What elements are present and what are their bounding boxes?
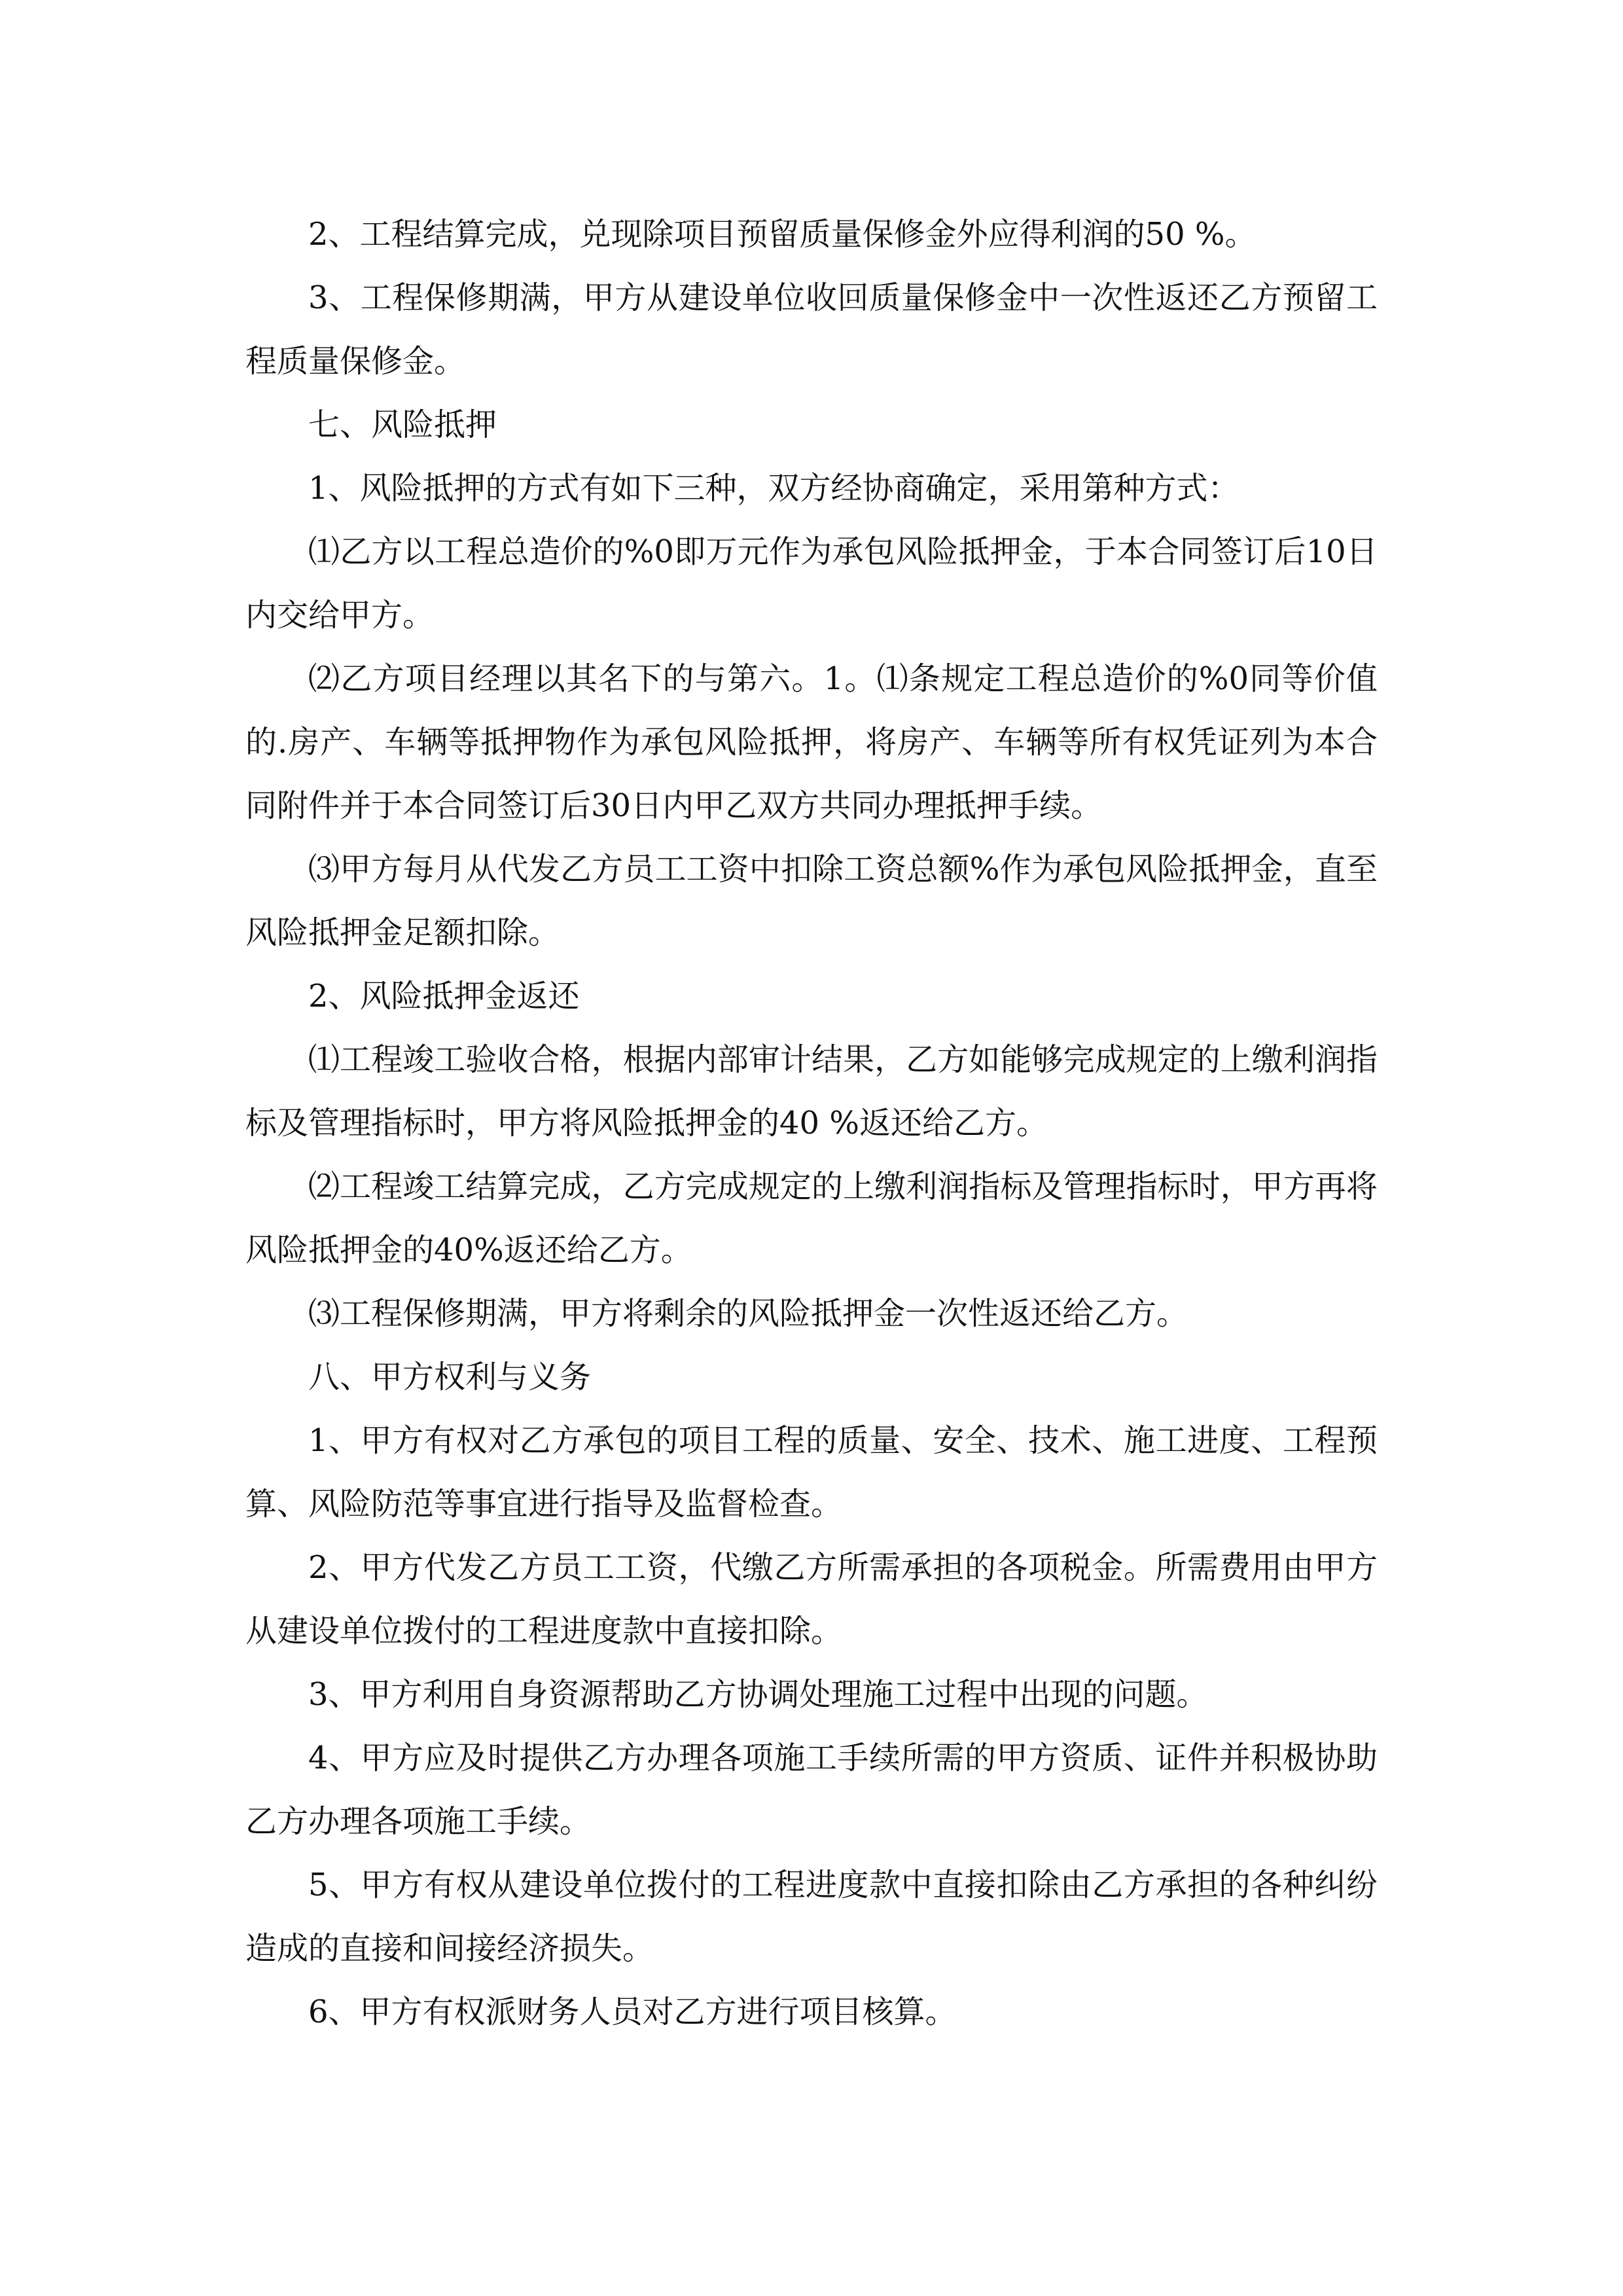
paragraph: ⑶工程保修期满，甲方将剩余的风险抵押金一次性返还给乙方。: [308, 1295, 1188, 1332]
paragraph: 5、甲方有权从建设单位拨付的工程进度款中直接扣除由乙方承担的各种纠纷造成的直接和间接经济损失。: [245, 1867, 1378, 1967]
paragraph: 3、甲方利用自身资源帮助乙方协调处理施工过程中出现的问题。: [308, 1676, 1208, 1713]
paragraph: 2、甲方代发乙方员工工资，代缴乙方所需承担的各项税金。所需费用由甲方从建设单位拨付的工程进度款中直接扣除。: [245, 1549, 1378, 1649]
paragraph: ⑴工程竣工验收合格，根据内部审计结果，乙方如能够完成规定的上缴利润指标及管理指标时，甲方将风险抵押金的40 %返还给乙方。: [245, 1041, 1378, 1141]
subsection-heading: 2、风险抵押金返还: [308, 978, 580, 1014]
paragraph: 4、甲方应及时提供乙方办理各项施工手续所需的甲方资质、证件并积极协助乙方办理各项施工手续。: [245, 1740, 1378, 1840]
paragraph: ⑵乙方项目经理以其名下的与第六。1。⑴条规定工程总造价的%0同等价值的.房产、车辆等抵押物作为承包风险抵押，将房产、车辆等所有权凭证列为本合同附件并于本合同签订后30日内甲乙双方共同办理抵押手续。: [245, 660, 1378, 824]
paragraph: 1、甲方有权对乙方承包的项目工程的质量、安全、技术、施工进度、工程预算、风险防范等事宜进行指导及监督检查。: [245, 1422, 1378, 1522]
section-heading: 七、风险抵押: [308, 406, 497, 443]
document-body: [245, 203, 1378, 2044]
paragraph: 3、工程保修期满，甲方从建设单位收回质量保修金中一次性返还乙方预留工程质量保修金。: [245, 279, 1378, 380]
paragraph: 2、工程结算完成，兑现除项目预留质量保修金外应得利润的50 %。: [308, 216, 1257, 253]
paragraph: 1、风险抵押的方式有如下三种，双方经协商确定，采用第种方式：: [308, 470, 1240, 507]
paragraph: ⑶甲方每月从代发乙方员工工资中扣除工资总额%作为承包风险抵押金，直至风险抵押金足额扣除。: [245, 851, 1378, 951]
paragraph: ⑴乙方以工程总造价的%0即万元作为承包风险抵押金，于本合同签订后10日内交给甲方。: [245, 533, 1378, 634]
section-heading: 八、甲方权利与义务: [308, 1359, 592, 1395]
paragraph: 6、甲方有权派财务人员对乙方进行项目核算。: [308, 1994, 957, 2030]
paragraph: ⑵工程竣工结算完成，乙方完成规定的上缴利润指标及管理指标时，甲方再将风险抵押金的40%返还给乙方。: [245, 1168, 1378, 1268]
